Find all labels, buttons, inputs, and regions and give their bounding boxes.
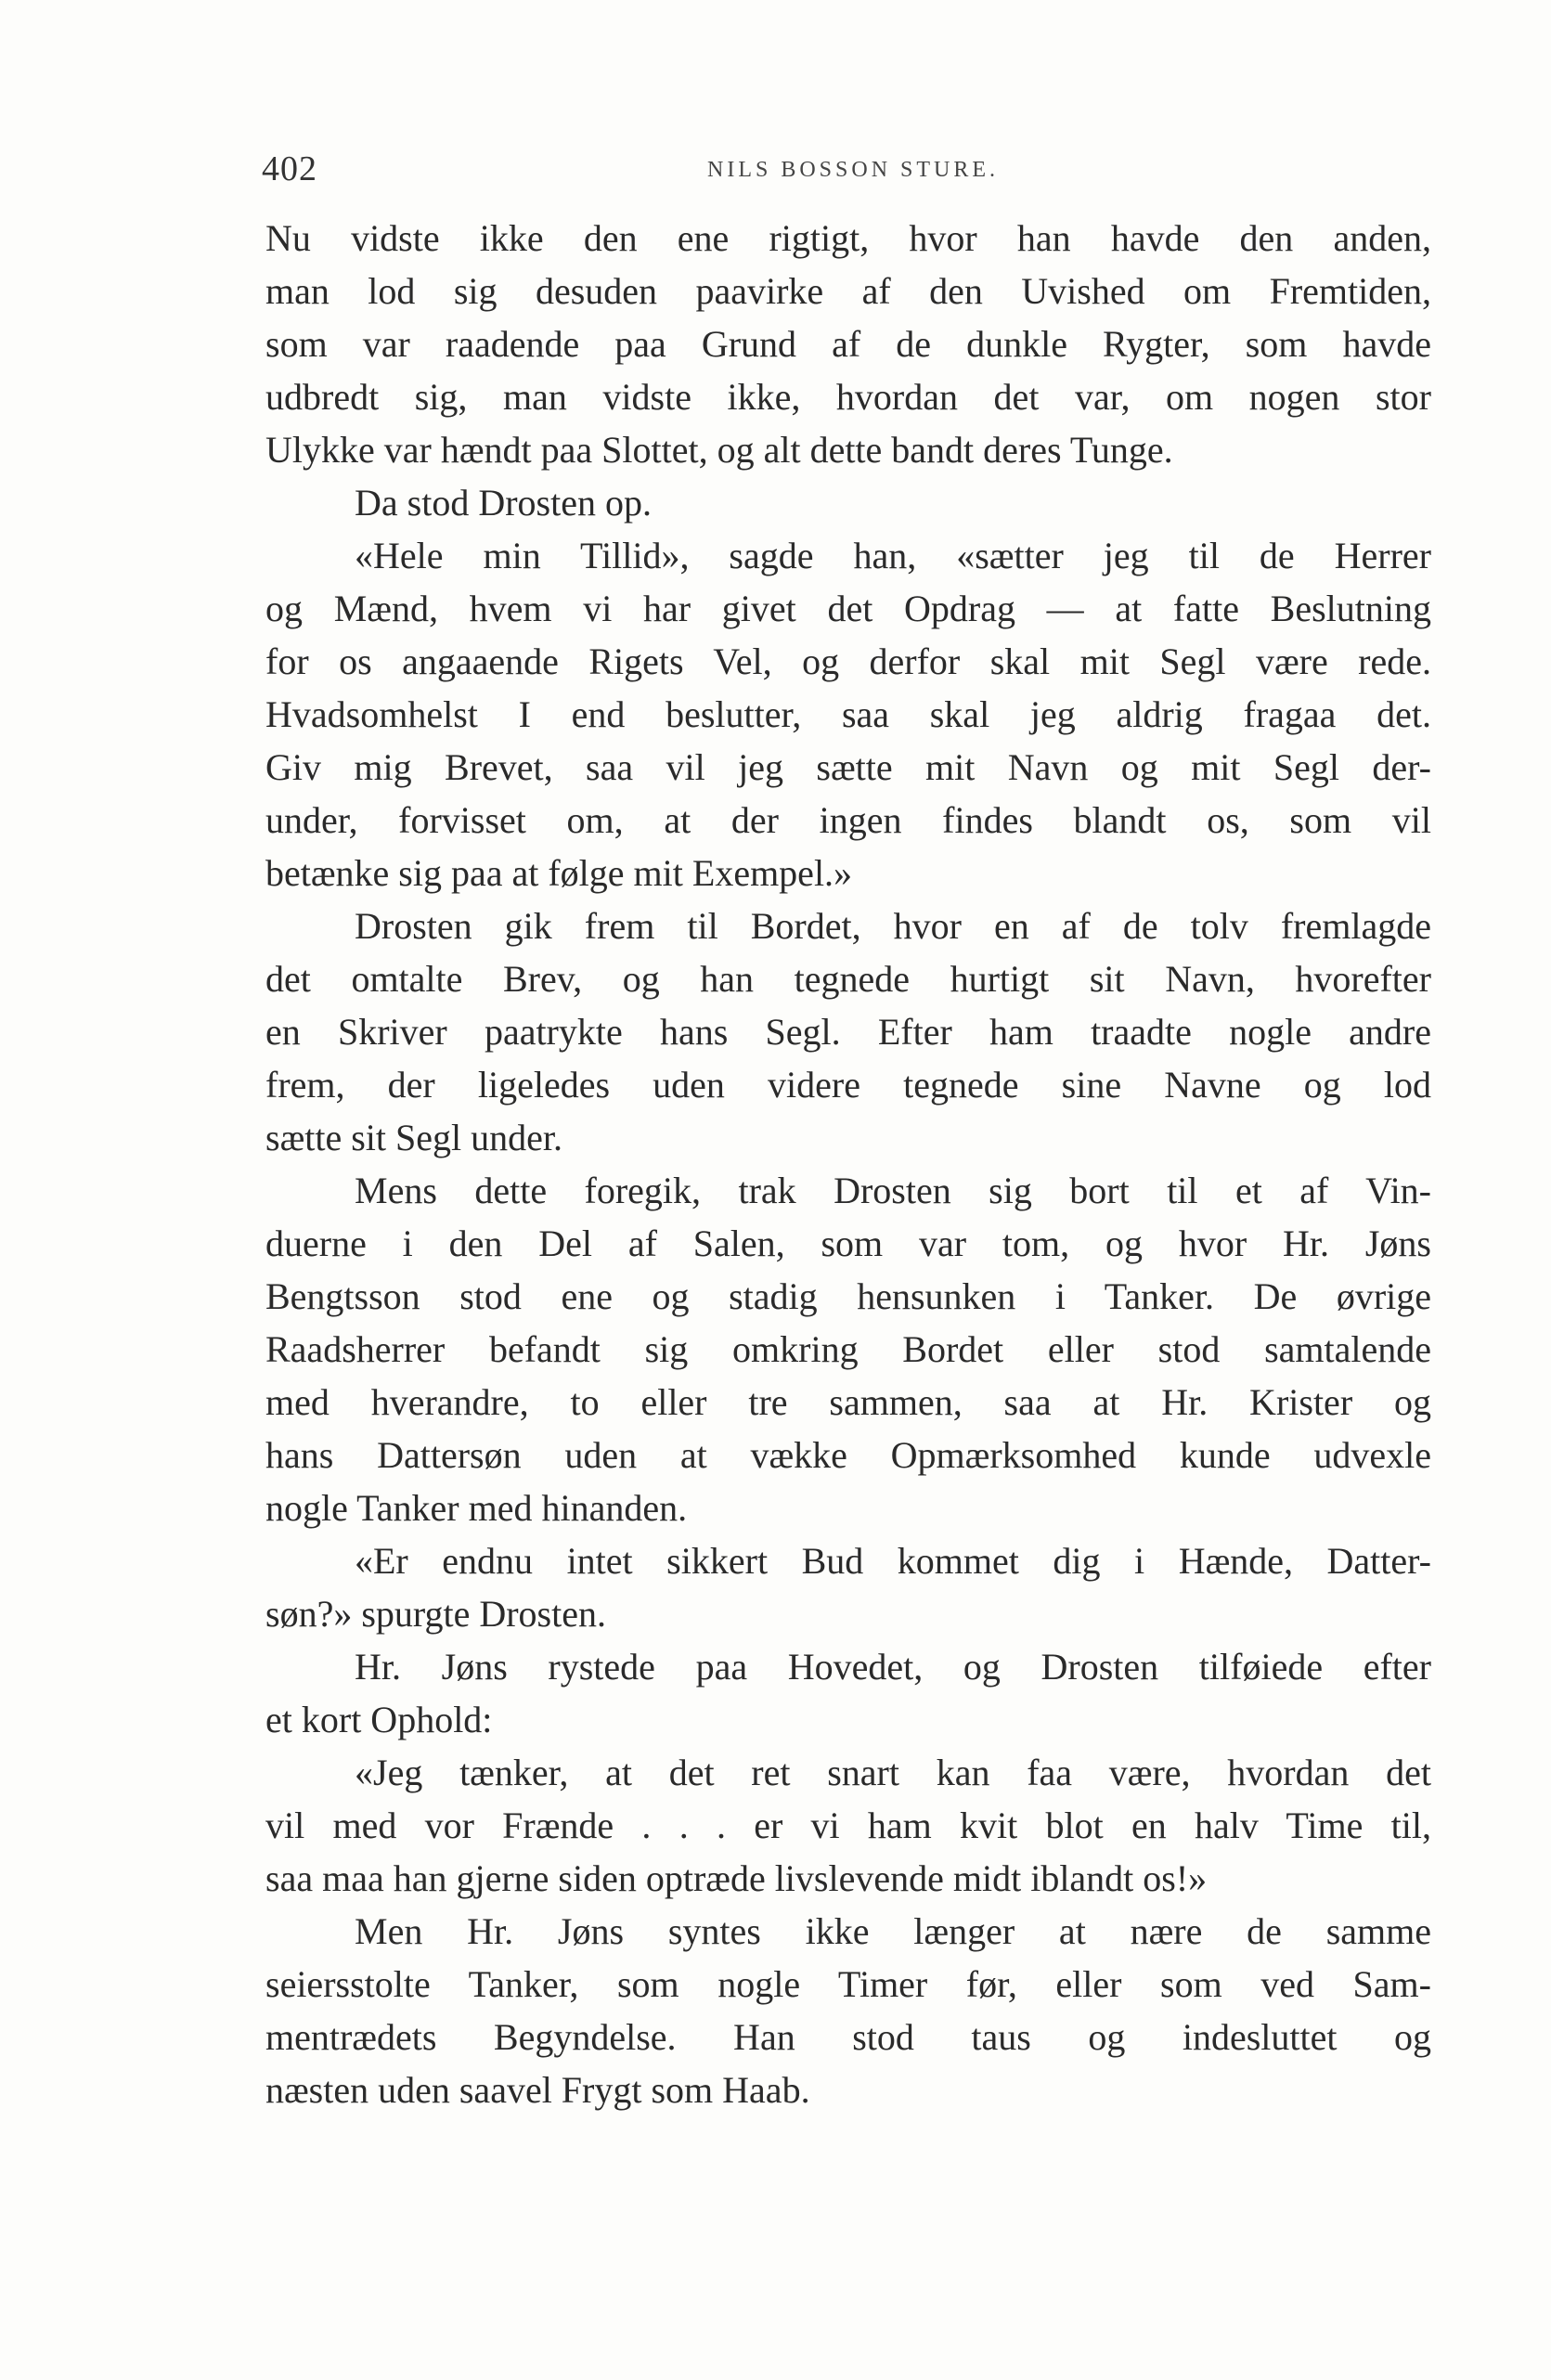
text-line: duerne i den Del af Salen, som var tom, og hvor Hr. Jøns — [265, 1222, 1431, 1264]
text-line: Drosten gik frem til Bordet, hvor en af de tolv fremlagde — [355, 905, 1431, 947]
text-line: «Hele min Tillid», sagde han, «sætter jeg til de Herrer — [355, 535, 1431, 576]
text-line: hans Dattersøn uden at vække Opmærksomhed kunde udvexle — [265, 1434, 1431, 1476]
text-line: Nu vidste ikke den ene rigtigt, hvor han havde den anden, — [265, 217, 1431, 259]
text-line: Raadsherrer befandt sig omkring Bordet eller stod samtalende — [265, 1328, 1431, 1370]
text-line: nogle Tanker med hinanden. — [265, 1487, 688, 1529]
text-line: man lod sig desuden paavirke af den Uvished om Fremtiden, — [265, 270, 1431, 312]
text-line: vil med vor Frænde . . . er vi ham kvit blot en halv Time til, — [265, 1804, 1431, 1846]
text-line: frem, der ligeledes uden videre tegnede sine Navne og lod — [265, 1064, 1431, 1106]
text-line: Da stod Drosten op. — [355, 482, 652, 524]
text-line: med hverandre, to eller tre sammen, saa at Hr. Krister og — [265, 1381, 1431, 1423]
text-line: Mens dette foregik, trak Drosten sig bort til et af Vin- — [355, 1170, 1431, 1211]
text-line: under, forvisset om, at der ingen findes blandt os, som vil — [265, 799, 1431, 841]
running-head: NILS BOSSON STURE. — [707, 158, 1000, 182]
text-line: betænke sig paa at følge mit Exempel.» — [265, 852, 853, 894]
text-line: mentrædets Begyndelse. Han stod taus og indesluttet og — [265, 2016, 1431, 2058]
text-line: udbredt sig, man vidste ikke, hvordan det var, om nogen stor — [265, 376, 1431, 418]
body-text — [265, 212, 1431, 2116]
text-line: Hr. Jøns rystede paa Hovedet, og Drosten tilføiede efter — [355, 1646, 1431, 1688]
text-line: som var raadende paa Grund af de dunkle Rygter, som havde — [265, 323, 1431, 365]
text-line: en Skriver paatrykte hans Segl. Efter ham traadte nogle andre — [265, 1011, 1431, 1053]
text-line: «Jeg tænker, at det ret snart kan faa være, hvordan det — [355, 1752, 1431, 1793]
text-line: og Mænd, hvem vi har givet det Opdrag — at fatte Beslutning — [265, 588, 1431, 629]
text-line: et kort Ophold: — [265, 1699, 493, 1740]
text-line: «Er endnu intet sikkert Bud kommet dig i Hænde, Datter- — [355, 1540, 1431, 1582]
text-line: for os angaaende Rigets Vel, og derfor skal mit Segl være rede. — [265, 640, 1431, 682]
text-line: Giv mig Brevet, saa vil jeg sætte mit Navn og mit Segl der- — [265, 746, 1431, 788]
text-line: Hvadsomhelst I end beslutter, saa skal jeg aldrig fragaa det. — [265, 693, 1431, 735]
text-line: sætte sit Segl under. — [265, 1117, 562, 1158]
page-number: 402 — [262, 149, 317, 188]
text-line: Men Hr. Jøns syntes ikke længer at nære de samme — [355, 1910, 1431, 1952]
text-line: Bengtsson stod ene og stadig hensunken i Tanker. De øvrige — [265, 1275, 1431, 1317]
text-line: søn?» spurgte Drosten. — [265, 1593, 606, 1635]
text-line: det omtalte Brev, og han tegnede hurtigt sit Navn, hvorefter — [265, 958, 1431, 1000]
text-line: næsten uden saavel Frygt som Haab. — [265, 2069, 810, 2111]
page-header — [262, 139, 1431, 195]
text-line: saa maa han gjerne siden optræde livslevende midt iblandt os!» — [265, 1857, 1208, 1899]
text-line: Ulykke var hændt paa Slottet, og alt dette bandt deres Tunge. — [265, 429, 1173, 471]
text-line: seiersstolte Tanker, som nogle Timer før, eller som ved Sam- — [265, 1963, 1431, 2005]
